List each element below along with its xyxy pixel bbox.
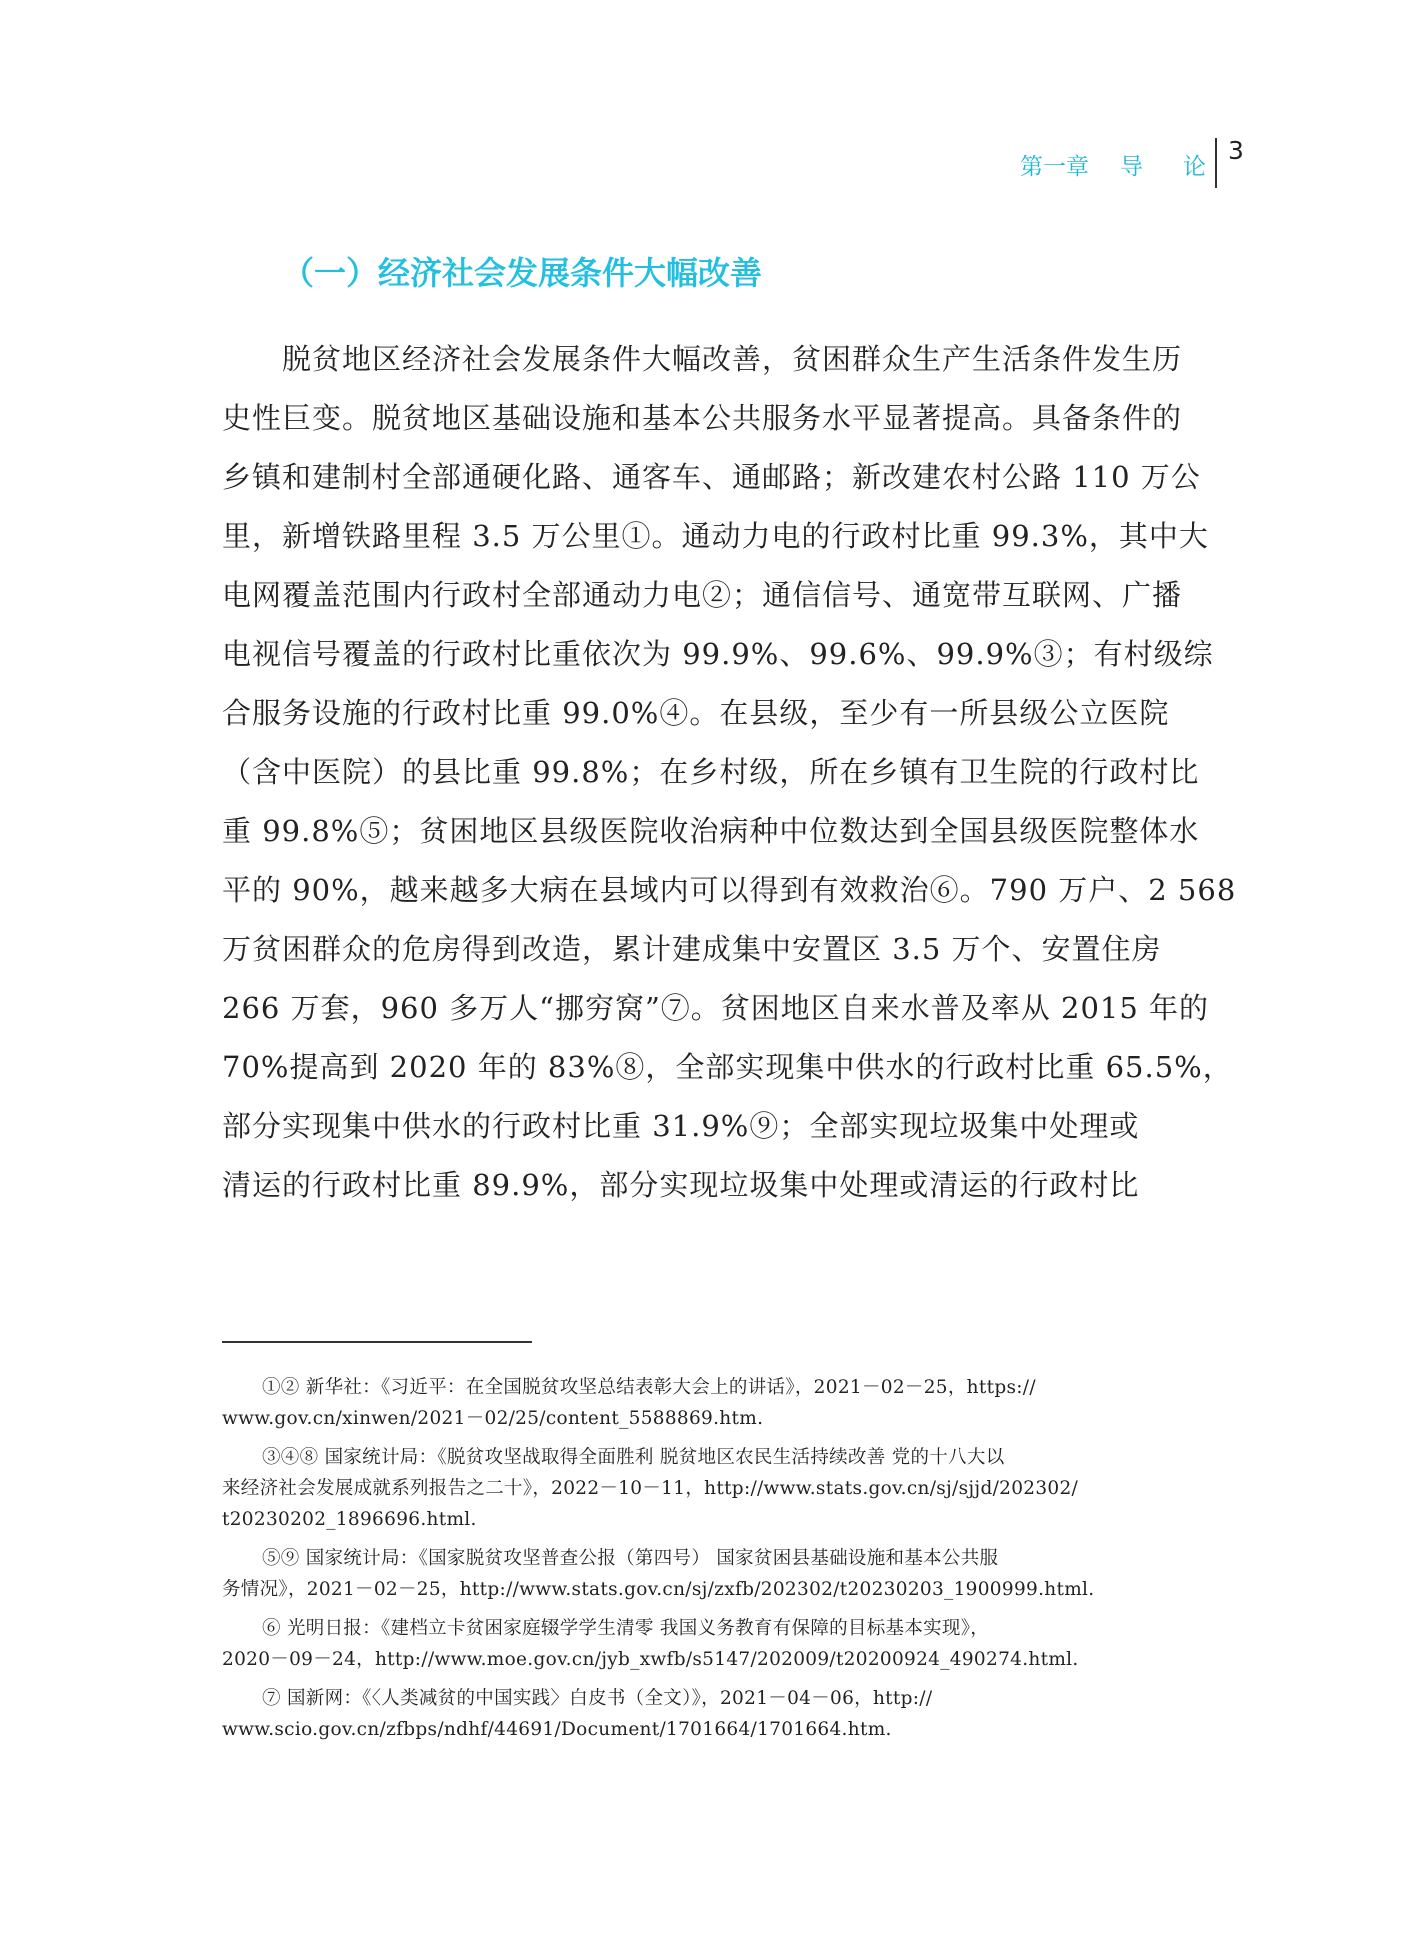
page-number: 3	[1228, 136, 1244, 165]
body-line: 里，新增铁路里程 3.5 万公里①。通动力电的行政村比重 99.3%，其中大	[222, 519, 1209, 553]
body-line: 重 99.8%⑤；贫困地区县级医院收治病种中位数达到全国县级医院整体水	[222, 814, 1200, 848]
header-divider	[1215, 138, 1217, 188]
footnote-line: t20230202_1896696.html.	[222, 1509, 477, 1530]
body-line: 清运的行政村比重 89.9%，部分实现垃圾集中处理或清运的行政村比	[222, 1168, 1140, 1202]
footnote-line: ③④⑧ 国家统计局：《脱贫攻坚战取得全面胜利 脱贫地区农民生活持续改善 党的十八大以	[262, 1447, 1005, 1468]
section-heading: （一）经济社会发展条件大幅改善	[282, 254, 763, 292]
footnote-line: www.scio.gov.cn/zfbps/ndhf/44691/Document/1701664/1701664.htm.	[222, 1719, 892, 1740]
running-head	[1000, 148, 1210, 188]
body-line: 平的 90%，越来越多大病在县域内可以得到有效救治⑥。790 万户、2 568	[222, 873, 1237, 907]
body-line: 电网覆盖范围内行政村全部通动力电②；通信信号、通宽带互联网、广播	[222, 578, 1183, 612]
body-line: 万贫困群众的危房得到改造，累计建成集中安置区 3.5 万个、安置住房	[222, 932, 1162, 966]
footnote-line: www.gov.cn/xinwen/2021－02/25/content_5588869.htm.	[222, 1408, 764, 1429]
body-line: 乡镇和建制村全部通硬化路、通客车、通邮路；新改建农村公路 110 万公	[222, 460, 1201, 494]
body-line: 合服务设施的行政村比重 99.0%④。在县级，至少有一所县级公立医院	[222, 696, 1170, 730]
chapter-label: 第一章	[1020, 154, 1089, 180]
body-line: 史性巨变。脱贫地区基础设施和基本公共服务水平显著提高。具备条件的	[222, 401, 1183, 435]
body-line: 脱贫地区经济社会发展条件大幅改善，贫困群众生产生活条件发生历	[282, 342, 1183, 376]
footnote-line: ①② 新华社：《习近平：在全国脱贫攻坚总结表彰大会上的讲话》，2021－02－25，https://	[262, 1377, 1036, 1398]
footnote-line: 2020－09－24，http://www.moe.gov.cn/jyb_xwfb/s5147/202009/t20200924_490274.html.	[222, 1649, 1079, 1670]
footnote-divider	[222, 1341, 532, 1343]
body-paragraph	[222, 330, 1237, 1215]
footnote-line: ⑥ 光明日报：《建档立卡贫困家庭辍学学生清零 我国义务教育有保障的目标基本实现》，	[262, 1618, 990, 1639]
footnotes	[222, 1372, 1212, 1745]
body-line: 部分实现集中供水的行政村比重 31.9%⑨；全部实现垃圾集中处理或	[222, 1109, 1140, 1143]
footnote-line: 务情况》，2021－02－25，http://www.stats.gov.cn/sj/zxfb/202302/t20230203_1900999.html.	[222, 1579, 1095, 1600]
footnote-line: ⑤⑨ 国家统计局：《国家脱贫攻坚普查公报（第四号） 国家贫困县基础设施和基本公共服	[262, 1548, 999, 1569]
body-line: 70%提高到 2020 年的 83%⑧，全部实现集中供水的行政村比重 65.5%，	[222, 1050, 1233, 1084]
body-line: （含中医院）的县比重 99.8%；在乡村级，所在乡镇有卫生院的行政村比	[222, 755, 1200, 789]
footnote-line: ⑦ 国新网：《〈人类减贫的中国实践〉白皮书（全文）》，2021－04－06，http://	[262, 1688, 933, 1709]
chapter-title-part2: 论	[1183, 154, 1206, 180]
chapter-title-part1: 导	[1120, 154, 1143, 180]
footnote-line: 来经济社会发展成就系列报告之二十》，2022－10－11，http://www.stats.gov.cn/sj/sjjd/202302/	[222, 1478, 1079, 1499]
body-line: 266 万套，960 多万人“挪穷窝”⑦。贫困地区自来水普及率从 2015 年的	[222, 991, 1210, 1025]
body-line: 电视信号覆盖的行政村比重依次为 99.9%、99.6%、99.9%③；有村级综	[222, 637, 1214, 671]
